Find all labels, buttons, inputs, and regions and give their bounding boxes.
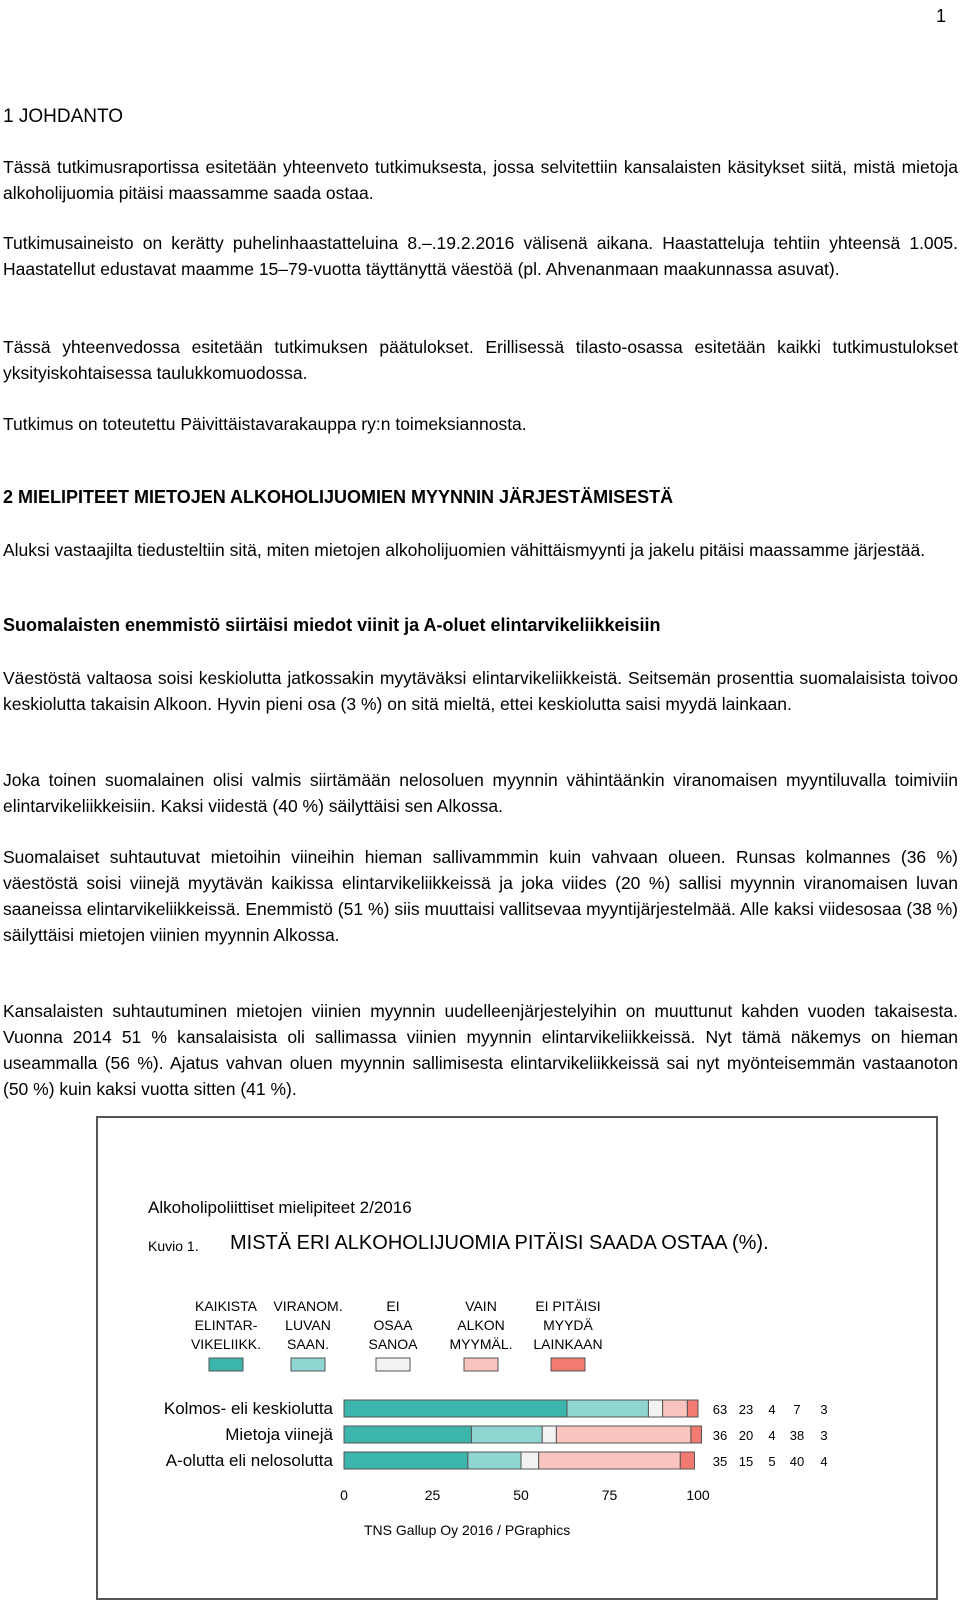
data-label: 4 [768,1402,776,1417]
bar-ei-osaa [648,1400,662,1417]
x-tick-label: 25 [424,1487,441,1503]
section-1-heading: 1 JOHDANTO [3,106,124,127]
legend-viranom-text: LUVAN [285,1317,331,1333]
bar-vain-alkon [556,1426,691,1443]
data-label: 20 [738,1428,754,1443]
category-label: A-olutta eli nelosolutta [165,1451,333,1470]
bar-viranom [468,1452,521,1469]
paragraph: Väestöstä valtaosa soisi keskiolutta jatkossakin myytäväksi elintarvikeliikkeistä. Seitsemän prosenttia suomalaisista toivoo keskiolutta takaisin Alkoon. Hyvin pieni osa (3 %) on sitä mieltä, ettei keskiolutta saisi myydä lainkaan. [3,668,958,714]
figure-series-title: Alkoholipoliittiset mielipiteet 2/2016 [148,1198,412,1217]
data-label: 4 [768,1428,776,1443]
paragraph: Tässä tutkimusraportissa esitetään yhteenveto tutkimuksesta, jossa selvitettiin kansalaisten käsitykset siitä, mistä mietoja alkoholijuomia pitäisi maassamme saada ostaa. [3,157,958,203]
x-tick-label: 50 [513,1487,529,1503]
legend-vain-alkon-text: MYYMÄL. [449,1336,513,1352]
figure-label: Kuvio 1. [148,1238,199,1254]
x-tick-label: 0 [340,1487,348,1503]
legend-ei-osaa-text: EI [386,1298,400,1314]
bar-ei-pitaisi [691,1426,702,1443]
x-tick-label: 100 [686,1487,710,1503]
legend-ei-osaa-text: SANOA [368,1336,418,1352]
data-label: 3 [820,1428,828,1443]
legend-vain-alkon-text: VAIN [465,1298,497,1314]
paragraph: Suomalaiset suhtautuvat mietoihin viineihin hieman sallivammmin kuin vahvaan olueen. Runsas kolmannes (36 %) väestöstä soisi viinejä myytävän kaikissa elintarvikeliikkeissä ja joka viides (20 %) sallisi myynnin viranomaisen luvan saaneissa elintarvikeliikkeissä. Enemmistö (51 %) siis muuttaisi vallitsevaa myyntijärjestelmää. Alle kaksi viidesosaa (38 %) säilyttäisi mietojen viinien myynnin Alkossa. [3,847,958,945]
data-label: 5 [768,1454,776,1469]
bar-ei-pitaisi [680,1452,694,1469]
data-label: 36 [712,1428,728,1443]
data-label: 40 [789,1454,805,1469]
data-label: 3 [820,1402,828,1417]
data-label: 4 [820,1454,828,1469]
chart-figure [96,1116,938,1600]
x-tick-label: 75 [601,1487,618,1503]
legend-viranom-text: VIRANOM. [273,1298,343,1314]
legend-kaikista-text: ELINTAR- [194,1317,258,1333]
legend-ei-pitaisi-text: MYYDÄ [543,1317,593,1333]
figure-title: MISTÄ ERI ALKOHOLIJUOMIA PITÄISI SAADA OSTAA (%). [230,1232,769,1254]
figure-source: TNS Gallup Oy 2016 / PGraphics [364,1522,571,1538]
legend-ei-pitaisi-text: LAINKAAN [533,1336,603,1352]
paragraph: Joka toinen suomalainen olisi valmis siirtämään nelosoluen myynnin vähintäänkin viranomaisen myyntiluvalla toimiviin elintarvikeliikkeisiin. Kaksi viidestä (40 %) säilyttäisi sen Alkossa. [3,770,958,816]
data-label: 15 [738,1454,754,1469]
legend-ei-osaa-swatch [376,1358,410,1371]
section-2-heading: 2 MIELIPITEET MIETOJEN ALKOHOLIJUOMIEN MYYNNIN JÄRJESTÄMISESTÄ [3,487,674,507]
bar-ei-pitaisi [687,1400,698,1417]
legend-ei-pitaisi-text: EI PITÄISI [535,1298,601,1314]
legend-ei-pitaisi-swatch [551,1358,585,1371]
legend-viranom-text: SAAN. [286,1336,330,1352]
bar-ei-osaa [521,1452,539,1469]
legend-kaikista-swatch [209,1358,243,1371]
page-number: 1 [935,6,946,26]
data-label: 63 [712,1402,728,1417]
legend-vain-alkon-swatch [464,1358,498,1371]
category-label: Mietoja viinejä [225,1425,333,1444]
bar-viranom [567,1400,648,1417]
paragraph: Kansalaisten suhtautuminen mietojen viinien myynnin uudelleenjärjestelyihin on muuttunut kahden vuoden takaisesta. Vuonna 2014 51 % kansalaisista oli sallimassa viinien myynnin elintarvikeliikkeissä. Nyt tämä näkemys on hieman useammalla (56 %). Ajatus vahvan oluen myynnin sallimisesta elintarvikeliikkeissä sai nyt myönteisemmän vastaanoton (50 %) kuin kaksi vuotta sitten (41 %). [3,1001,958,1099]
data-label: 35 [712,1454,728,1469]
paragraph: Tässä yhteenvedossa esitetään tutkimuksen päätulokset. Erillisessä tilasto-osassa esitetään kaikki tutkimustulokset yksityiskohtaisessa taulukkomuodossa. [3,337,958,383]
legend-viranom-swatch [291,1358,325,1371]
legend-vain-alkon-text: ALKON [457,1317,505,1333]
bar-viranom [471,1426,542,1443]
bar-ei-osaa [542,1426,556,1443]
data-label: 23 [738,1402,754,1417]
paragraph: Tutkimus on toteutettu Päivittäistavarakauppa ry:n toimeksiannosta. [3,414,527,434]
paragraph: Aluksi vastaajilta tiedusteltiin sitä, miten mietojen alkoholijuomien vähittäismyynti ja jakelu pitäisi maassamme järjestää. [3,540,926,560]
data-label: 38 [789,1428,805,1443]
subheading: Suomalaisten enemmistö siirtäisi miedot viinit ja A-oluet elintarvikeliikkeisiin [3,615,661,635]
bar-vain-alkon [663,1400,688,1417]
legend-kaikista-text: VIKELIIKK. [190,1336,262,1352]
legend-ei-osaa-text: OSAA [373,1317,413,1333]
bar-kaikista [344,1426,471,1443]
paragraph: Tutkimusaineisto on kerätty puhelinhaastatteluina 8.–.19.2.2016 välisenä aikana. Haastatteluja tehtiin yhteensä 1.005. Haastatellut edustavat maamme 15–79-vuotta täyttänyttä väestöä (pl. Ahvenanmaan maakunnassa asuvat). [3,233,958,279]
bar-kaikista [344,1400,567,1417]
data-label: 7 [793,1402,801,1417]
legend-kaikista-text: KAIKISTA [195,1298,257,1314]
bar-vain-alkon [539,1452,681,1469]
bar-kaikista [344,1452,468,1469]
category-label: Kolmos- eli keskiolutta [163,1399,333,1418]
